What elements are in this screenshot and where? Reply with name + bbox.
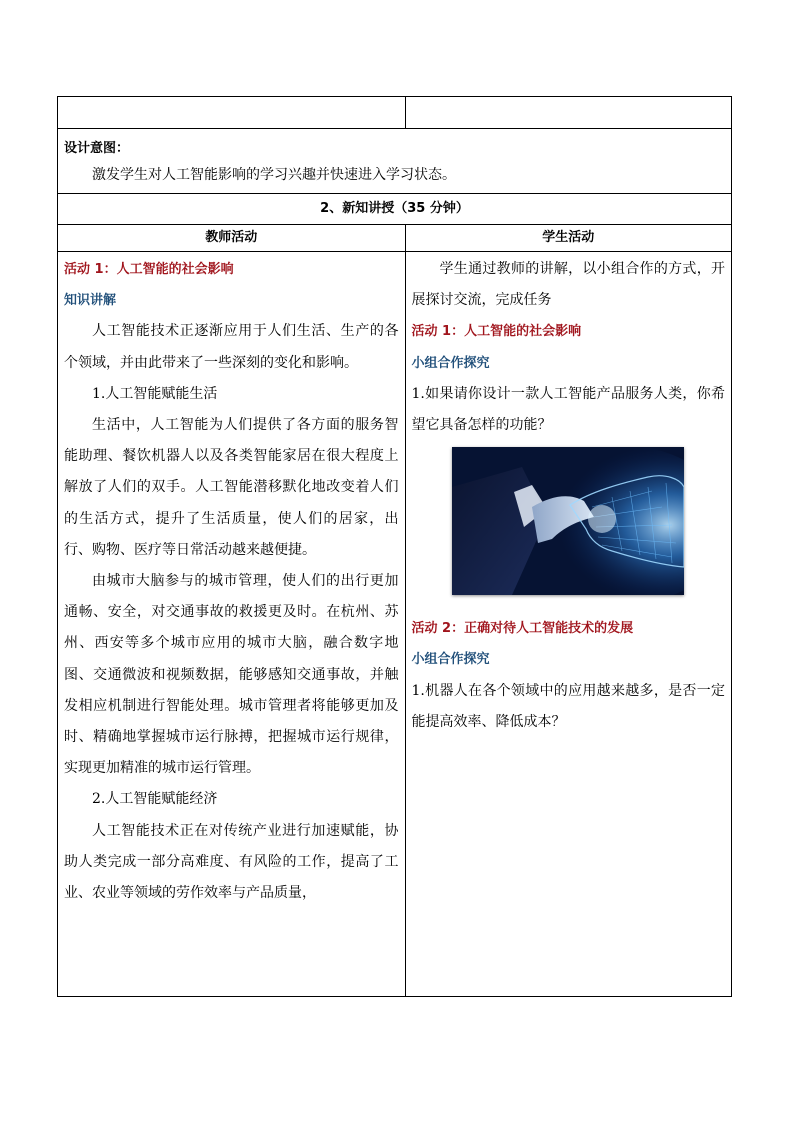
teacher-intro: 人工智能技术正逐渐应用于人们生活、生产的各个领域，并由此带来了一些深刻的变化和影响。 [64,323,399,371]
design-intent-cell [58,129,732,194]
student-column-header: 学生活动 [405,225,732,252]
empty-cell-left [58,97,406,129]
student-activity-cell [405,252,732,997]
design-intent-label: 设计意图： [64,141,130,156]
section-title-row [58,194,732,225]
student-intro: 学生通过教师的讲解，以小组合作的方式，开展探讨交流，完成任务 [411,261,725,309]
lesson-plan-table [57,96,732,997]
paragraph-life: 生活中，人工智能为人们提供了各方面的服务智能助理、餐饮机器人以及各类智能家居在很大程度上解放了人们的双手。人工智能潜移默化地改变着人们的生活方式，提升了生活质量，使人们的居家，出行、购物、医疗等日常活动越来越便捷。 [64,417,399,558]
content-row [58,252,732,997]
human-robot-handshake-image [452,447,684,595]
knowledge-title: 知识讲解 [64,293,117,309]
group-task-title-1: 小组合作探究 [411,355,490,371]
student-activity1-title: 活动 1：人工智能的社会影响 [411,324,582,340]
design-intent-body: 激发学生对人工智能影响的学习兴趣并快速进入学习状态。 [92,167,456,183]
question-2: 1.机器人在各个领域中的应用越来越多，是否一定能提高效率、降低成本？ [411,682,725,730]
subheading-life: 1.人工智能赋能生活 [92,385,218,402]
paragraph-city-brain: 由城市大脑参与的城市管理，使人们的出行更加通畅、安全，对交通事故的救援更及时。在杭州、苏州、西安等多个城市应用的城市大脑，融合数字地图、交通微波和视频数据，能够感知交通事故，并触发相应机制进行智能处理。城市管理者将能够更加及时、精确地掌握城市运行脉搏，把握城市运行规律，实现更加精准的城市运行管理。 [64,573,399,777]
column-header-row [58,225,732,252]
empty-cell-right [405,97,732,129]
student-activity2-title: 活动 2：正确对待人工智能技术的发展 [411,621,634,637]
section-title: 2、新知讲授（35 分钟） [58,194,732,225]
teacher-activity-cell [58,252,406,997]
group-task-title-2: 小组合作探究 [411,652,490,668]
question-1: 1.如果请你设计一款人工智能产品服务人类，你希望它具备怎样的功能？ [411,385,725,434]
image-container [412,441,726,613]
empty-row [58,97,732,129]
teacher-column-header: 教师活动 [58,225,406,252]
subheading-economy: 2.人工智能赋能经济 [92,791,218,808]
lesson-plan-page [57,96,732,997]
design-intent-row [58,129,732,194]
teacher-activity1-title: 活动 1：人工智能的社会影响 [64,262,234,277]
paragraph-economy: 人工智能技术正在对传统产业进行加速赋能，协助人类完成一部分高难度、有风险的工作，提高了工业、农业等领域的劳作效率与产品质量， [64,822,399,902]
